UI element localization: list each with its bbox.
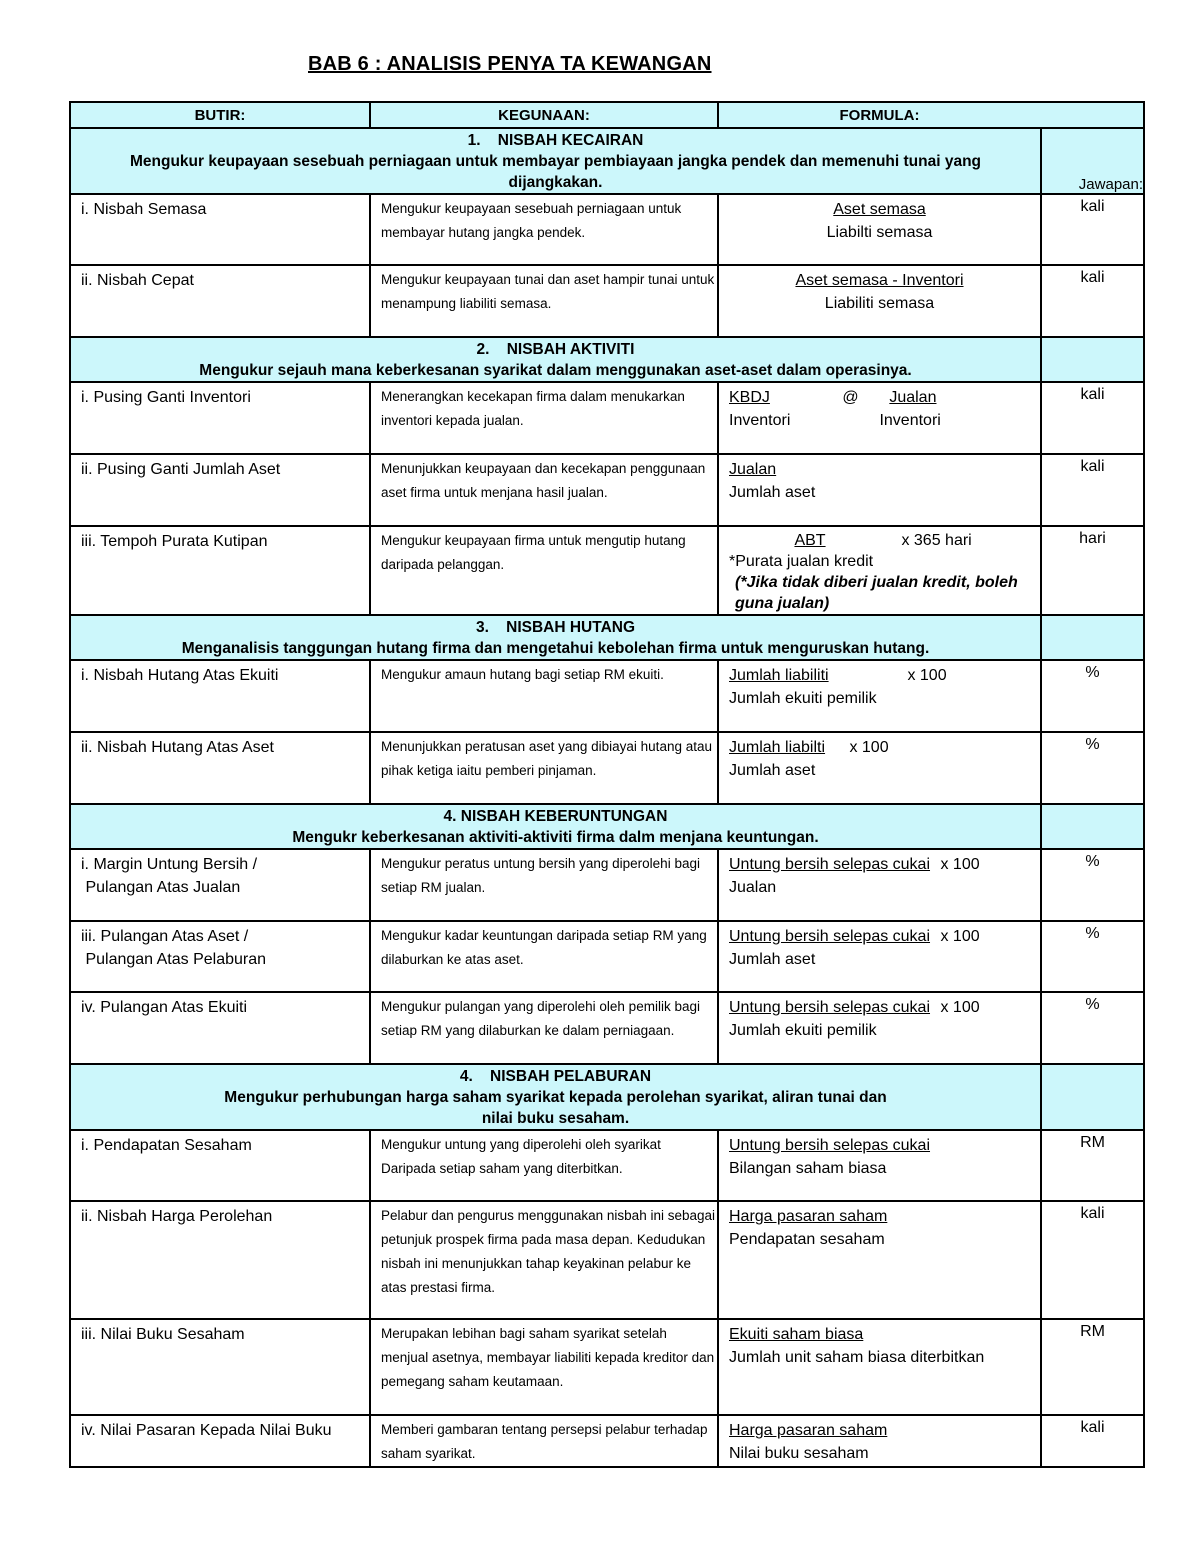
butir-cell: iii. Tempoh Purata Kutipan: [70, 526, 370, 615]
butir-line-1: i. Margin Untung Bersih /: [81, 856, 258, 873]
header-kegunaan: KEGUNAAN:: [370, 102, 718, 128]
header-butir: BUTIR:: [70, 102, 370, 128]
formula-denominator: Jualan: [729, 879, 777, 896]
formula-denominator: Nilai buku sesaham: [729, 1445, 869, 1462]
formula-numerator: Jumlah liabilti: [729, 739, 826, 756]
formula-cell: [718, 732, 1041, 804]
section-description-2: nilai buku sesaham.: [481, 1110, 630, 1127]
table-row: [70, 1319, 1144, 1415]
section-description: Mengukur keupayaan sesebuah perniagaan untuk membayar pembiayaan jangka pendek dan memenuhi tunai yang dijangkakan.: [129, 153, 982, 191]
formula-multiplier: x 100: [940, 928, 980, 945]
butir-cell: i. Pendapatan Sesaham: [70, 1130, 370, 1201]
formula-denominator: Bilangan saham biasa: [729, 1160, 887, 1177]
kegunaan-cell: Mengukur untung yang diperolehi oleh syarikat Daripada setiap saham yang diterbitkan.: [370, 1130, 718, 1201]
table-row: [70, 849, 1144, 921]
butir-cell: ii. Pusing Ganti Jumlah Aset: [70, 454, 370, 526]
header-formula: FORMULA:: [718, 102, 1144, 128]
section-description: Mengukur sejauh mana keberkesanan syarikat dalam menggunakan aset-aset dalam operasinya.: [199, 362, 912, 379]
section-heading: [70, 128, 1144, 194]
table-row: [70, 1415, 1144, 1467]
answer-unit: %: [1041, 992, 1144, 1064]
section-description: Mengukur perhubungan harga saham syarikat kepada perolehan syarikat, aliran tunai dan: [224, 1089, 887, 1106]
table-row: [70, 921, 1144, 992]
butir-cell: i. Nisbah Semasa: [70, 194, 370, 265]
answer-unit: kali: [1041, 454, 1144, 526]
table-row: [70, 732, 1144, 804]
butir-line-2: Pulangan Atas Jualan: [81, 879, 241, 896]
formula-denominator: Jumlah aset: [729, 951, 816, 968]
formula-cell: [718, 194, 1041, 265]
butir-line-2: Pulangan Atas Pelaburan: [81, 951, 267, 968]
answer-label: Jawapan:: [1041, 128, 1144, 194]
formula-cell: [718, 992, 1041, 1064]
section-title: 4. NISBAH KEBERUNTUNGAN: [443, 808, 668, 825]
butir-line-1: iii. Pulangan Atas Aset /: [81, 928, 249, 945]
formula-numerator: Aset semasa: [833, 201, 926, 218]
section-title: 4. NISBAH PELABURAN: [459, 1068, 652, 1085]
formula-numerator: ABT: [794, 532, 826, 549]
formula-multiplier: x 100: [849, 739, 889, 756]
kegunaan-cell: Mengukur pulangan yang diperolehi oleh pemilik bagi setiap RM yang dilaburkan ke dalam perniagaan.: [370, 992, 718, 1064]
answer-unit: kali: [1041, 1201, 1144, 1319]
kegunaan-cell: Mengukur keupayaan tunai dan aset hampir tunai untuk menampung liabiliti semasa.: [370, 265, 718, 337]
kegunaan-cell: Memberi gambaran tentang persepsi pelabur terhadap saham syarikat.: [370, 1415, 718, 1467]
butir-cell: ii. Nisbah Cepat: [70, 265, 370, 337]
formula-multiplier: x 365 hari: [901, 532, 972, 549]
answer-unit: kali: [1041, 194, 1144, 265]
formula-multiplier: x 100: [907, 667, 947, 684]
formula-cell: [718, 526, 1041, 615]
formula-multiplier: x 100: [940, 856, 980, 873]
section-heading: [70, 804, 1144, 849]
formula-cell: [718, 454, 1041, 526]
formula-denominator: *Purata jualan kredit: [729, 553, 874, 570]
formula-denominator: Jumlah aset: [729, 484, 816, 501]
ratio-table: [69, 101, 1145, 1468]
formula-operator: @: [842, 389, 859, 406]
answer-unit: %: [1041, 921, 1144, 992]
answer-unit: kali: [1041, 265, 1144, 337]
kegunaan-cell: Mengukur keupayaan sesebuah perniagaan untuk membayar hutang jangka pendek.: [370, 194, 718, 265]
formula-cell: [718, 1130, 1041, 1201]
answer-unit: RM: [1041, 1130, 1144, 1201]
answer-unit: kali: [1041, 382, 1144, 454]
section-heading: [70, 615, 1144, 660]
butir-cell: i. Nisbah Hutang Atas Ekuiti: [70, 660, 370, 732]
answer-unit: hari: [1041, 526, 1144, 615]
formula-cell: [718, 1319, 1041, 1415]
butir-cell: iii. Nilai Buku Sesaham: [70, 1319, 370, 1415]
table-row: [70, 382, 1144, 454]
answer-unit: RM: [1041, 1319, 1144, 1415]
kegunaan-cell: Menunjukkan peratusan aset yang dibiayai hutang atau pihak ketiga iaitu pemberi pinjaman.: [370, 732, 718, 804]
formula-cell: [718, 382, 1041, 454]
butir-cell: [70, 921, 370, 992]
table-row: [70, 1130, 1144, 1201]
section-title: 2. NISBAH AKTIVITI: [476, 341, 635, 358]
section-title: 3. NISBAH HUTANG: [475, 619, 636, 636]
formula-numerator: Untung bersih selepas cukai: [729, 1137, 931, 1154]
section-title: 1. NISBAH KECAIRAN: [467, 132, 644, 149]
formula-denominator: Pendapatan sesaham: [729, 1231, 885, 1248]
butir-cell: ii. Nisbah Harga Perolehan: [70, 1201, 370, 1319]
formula-denominator: Jumlah ekuiti pemilik: [729, 690, 877, 707]
formula-numerator-b: Jualan: [889, 389, 937, 406]
answer-unit: %: [1041, 732, 1144, 804]
formula-denominator: Jumlah aset: [729, 762, 816, 779]
kegunaan-cell: Mengukur peratus untung bersih yang diperolehi bagi setiap RM jualan.: [370, 849, 718, 921]
formula-denominator: Jumlah unit saham biasa diterbitkan: [729, 1349, 985, 1366]
formula-denominator: Liabiliti semasa: [824, 295, 935, 312]
table-row: [70, 454, 1144, 526]
formula-cell: [718, 1201, 1041, 1319]
kegunaan-cell: Menunjukkan keupayaan dan kecekapan penggunaan aset firma untuk menjana hasil jualan.: [370, 454, 718, 526]
formula-cell: [718, 265, 1041, 337]
formula-denominator-a: Inventori: [729, 412, 791, 429]
formula-cell: [718, 1415, 1041, 1467]
table-row: [70, 1201, 1144, 1319]
answer-unit: kali: [1041, 1415, 1144, 1467]
kegunaan-cell: Mengukur keupayaan firma untuk mengutip hutang daripada pelanggan.: [370, 526, 718, 615]
butir-cell: ii. Nisbah Hutang Atas Aset: [70, 732, 370, 804]
answer-unit: %: [1041, 660, 1144, 732]
kegunaan-cell: Mengukur kadar keuntungan daripada setiap RM yang dilaburkan ke atas aset.: [370, 921, 718, 992]
formula-numerator: Jumlah liabiliti: [729, 667, 829, 684]
formula-cell: [718, 921, 1041, 992]
formula-note: (*Jika tidak diberi jualan kredit, boleh guna jualan): [735, 574, 1018, 612]
formula-numerator: Untung bersih selepas cukai: [729, 928, 931, 945]
table-row: [70, 992, 1144, 1064]
kegunaan-cell: Merupakan lebihan bagi saham syarikat setelah menjual asetnya, membayar liabiliti kepada kreditor dan pemegang saham keutamaan.: [370, 1319, 718, 1415]
answer-unit: %: [1041, 849, 1144, 921]
formula-numerator: Harga pasaran saham: [729, 1208, 888, 1225]
table-row: [70, 660, 1144, 732]
section-heading: [70, 337, 1144, 382]
formula-denominator: Jumlah ekuiti pemilik: [729, 1022, 877, 1039]
formula-numerator: Aset semasa - Inventori: [795, 272, 964, 289]
formula-denominator: Liabilti semasa: [826, 224, 933, 241]
kegunaan-cell: Menerangkan kecekapan firma dalam menukarkan inventori kepada jualan.: [370, 382, 718, 454]
section-description: Mengukr keberkesanan aktiviti-aktiviti firma dalm menjana keuntungan.: [292, 829, 819, 846]
formula-cell: [718, 849, 1041, 921]
page-title: BAB 6 : ANALISIS PENYA TA KEWANGAN: [308, 53, 712, 75]
formula-numerator: Ekuiti saham biasa: [729, 1326, 864, 1343]
table-row: [70, 194, 1144, 265]
section-description: Menganalisis tanggungan hutang firma dan mengetahui kebolehan firma untuk menguruskan hutang.: [181, 640, 930, 657]
formula-numerator-a: KBDJ: [729, 389, 770, 406]
kegunaan-cell: Pelabur dan pengurus menggunakan nisbah ini sebagai petunjuk prospek firma pada masa depan. Kedudukan nisbah ini menunjukkan tahap keyakinan pelabur ke atas prestasi firma.: [370, 1201, 718, 1319]
formula-denominator-b: Inventori: [879, 412, 941, 429]
butir-cell: iv. Nilai Pasaran Kepada Nilai Buku: [70, 1415, 370, 1467]
butir-cell: i. Pusing Ganti Inventori: [70, 382, 370, 454]
formula-cell: [718, 660, 1041, 732]
formula-multiplier: x 100: [940, 999, 980, 1016]
formula-numerator: Untung bersih selepas cukai: [729, 856, 931, 873]
header-row: [70, 102, 1144, 128]
formula-numerator: Untung bersih selepas cukai: [729, 999, 931, 1016]
butir-cell: iv. Pulangan Atas Ekuiti: [70, 992, 370, 1064]
formula-numerator: Jualan: [729, 461, 777, 478]
section-heading: [70, 1064, 1144, 1130]
kegunaan-cell: Mengukur amaun hutang bagi setiap RM ekuiti.: [370, 660, 718, 732]
table-row: [70, 265, 1144, 337]
table-row: [70, 526, 1144, 615]
formula-numerator: Harga pasaran saham: [729, 1422, 888, 1439]
butir-cell: [70, 849, 370, 921]
